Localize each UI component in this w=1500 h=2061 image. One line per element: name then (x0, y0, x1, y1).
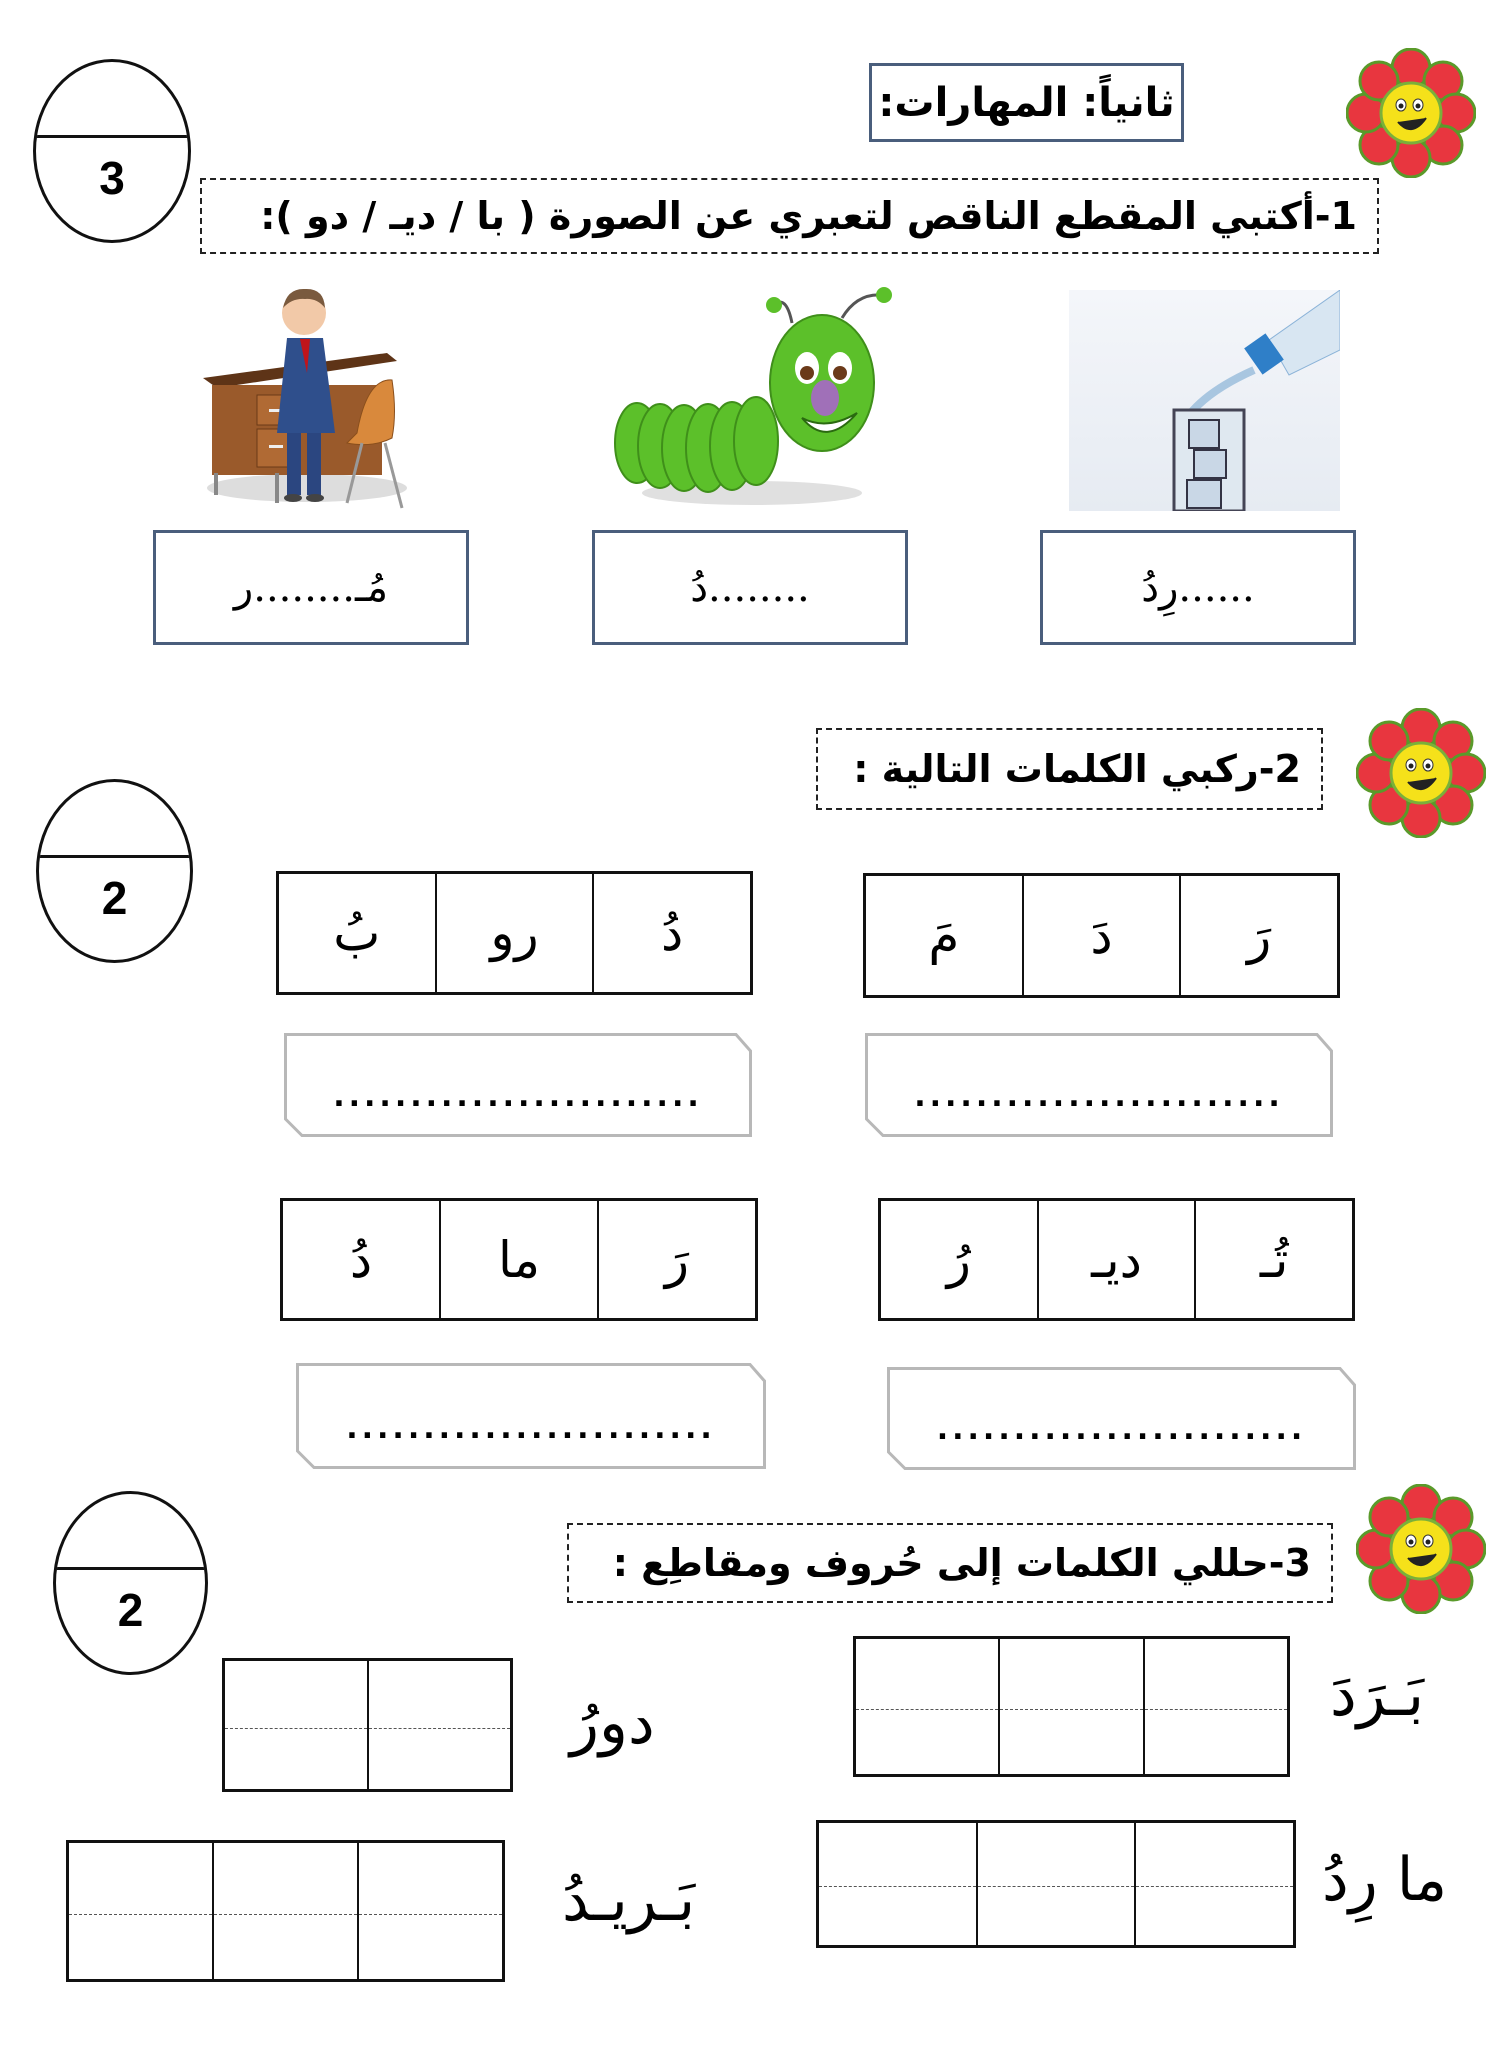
analysis-word: ما رِدُ (1322, 1845, 1448, 1915)
syllable-cell: ديـ (1037, 1201, 1195, 1318)
grid-cell[interactable] (856, 1639, 998, 1774)
syllable-cell: رَ (597, 1201, 755, 1318)
analysis-grid[interactable] (816, 1820, 1296, 1948)
question-1-header (200, 178, 1379, 254)
water-glass-image (1069, 290, 1340, 511)
fill-syllable-box-man[interactable]: مُـ........ر (153, 530, 469, 645)
smiley-flower-icon (1346, 48, 1476, 178)
fill-syllable-box-water[interactable]: ......رِدُ (1040, 530, 1356, 645)
compose-word-answer[interactable] (887, 1367, 1356, 1470)
syllable-table (863, 873, 1340, 998)
question-2-header (816, 728, 1323, 810)
fill-syllable-box-caterpillar[interactable]: ........دُ (592, 530, 908, 645)
smiley-flower-icon (1356, 1484, 1486, 1614)
grid-cell[interactable] (225, 1661, 367, 1789)
syllable-table (276, 871, 753, 995)
score-divider (33, 135, 191, 138)
answer-dots: ........................ (346, 1410, 716, 1446)
score-divider (53, 1567, 208, 1570)
analysis-word: دورُ (570, 1688, 655, 1758)
syllable-cell: رو (435, 874, 593, 992)
syllable-cell: ما (439, 1201, 597, 1318)
analysis-grid[interactable] (853, 1636, 1290, 1777)
score-value: 2 (101, 871, 128, 924)
question-2-text: 2-ركبي الكلمات التالية : (853, 747, 1301, 791)
caterpillar-image (612, 283, 901, 513)
question-1-text: 1-أكتبي المقطع الناقص لتعبري عن الصورة ( با / ديـ / دو ): (260, 194, 1357, 238)
score-oval (33, 59, 191, 243)
score-oval (36, 779, 193, 963)
section-title: ثانياً: المهارات: (869, 63, 1184, 142)
grid-cell[interactable] (69, 1843, 212, 1979)
score-value: 3 (99, 151, 125, 204)
analysis-word: بَـريـدُ (562, 1865, 696, 1935)
syllable-cell: رُ (946, 1230, 971, 1289)
score-divider (36, 855, 193, 858)
syllable-cell: مَ (928, 906, 960, 965)
syllable-cell: رَ (1179, 876, 1337, 995)
syllable-cell: بُ (333, 904, 381, 962)
grid-cell[interactable] (357, 1843, 502, 1979)
compose-word-answer[interactable] (284, 1033, 752, 1137)
smiley-flower-icon (1356, 708, 1486, 838)
score-value: 2 (117, 1583, 144, 1636)
question-3-header (567, 1523, 1333, 1603)
compose-word-answer[interactable] (865, 1033, 1333, 1137)
grid-cell[interactable] (1143, 1639, 1287, 1774)
grid-cell[interactable] (819, 1823, 976, 1945)
man-at-desk-image (197, 283, 454, 513)
analysis-grid[interactable] (66, 1840, 505, 1982)
compose-word-answer[interactable] (296, 1363, 766, 1469)
question-3-text: 3-حللي الكلمات إلى حُروف ومقاطِع : (612, 1541, 1311, 1585)
syllable-table (878, 1198, 1355, 1321)
grid-cell[interactable] (367, 1661, 511, 1789)
analysis-word: بَـرَدَ (1330, 1660, 1425, 1730)
answer-dots: ........................ (333, 1079, 703, 1115)
syllable-cell: دُ (592, 874, 750, 992)
answer-dots: ........................ (936, 1412, 1307, 1448)
answer-dots: ........................ (914, 1079, 1284, 1115)
grid-cell[interactable] (1134, 1823, 1293, 1945)
grid-cell[interactable] (976, 1823, 1135, 1945)
syllable-cell: دُ (349, 1230, 373, 1289)
syllable-cell: دَ (1022, 876, 1180, 995)
analysis-grid[interactable] (222, 1658, 513, 1792)
syllable-table (280, 1198, 758, 1321)
grid-cell[interactable] (998, 1639, 1142, 1774)
syllable-cell: تُـ (1194, 1201, 1352, 1318)
score-oval (53, 1491, 208, 1675)
grid-cell[interactable] (212, 1843, 357, 1979)
